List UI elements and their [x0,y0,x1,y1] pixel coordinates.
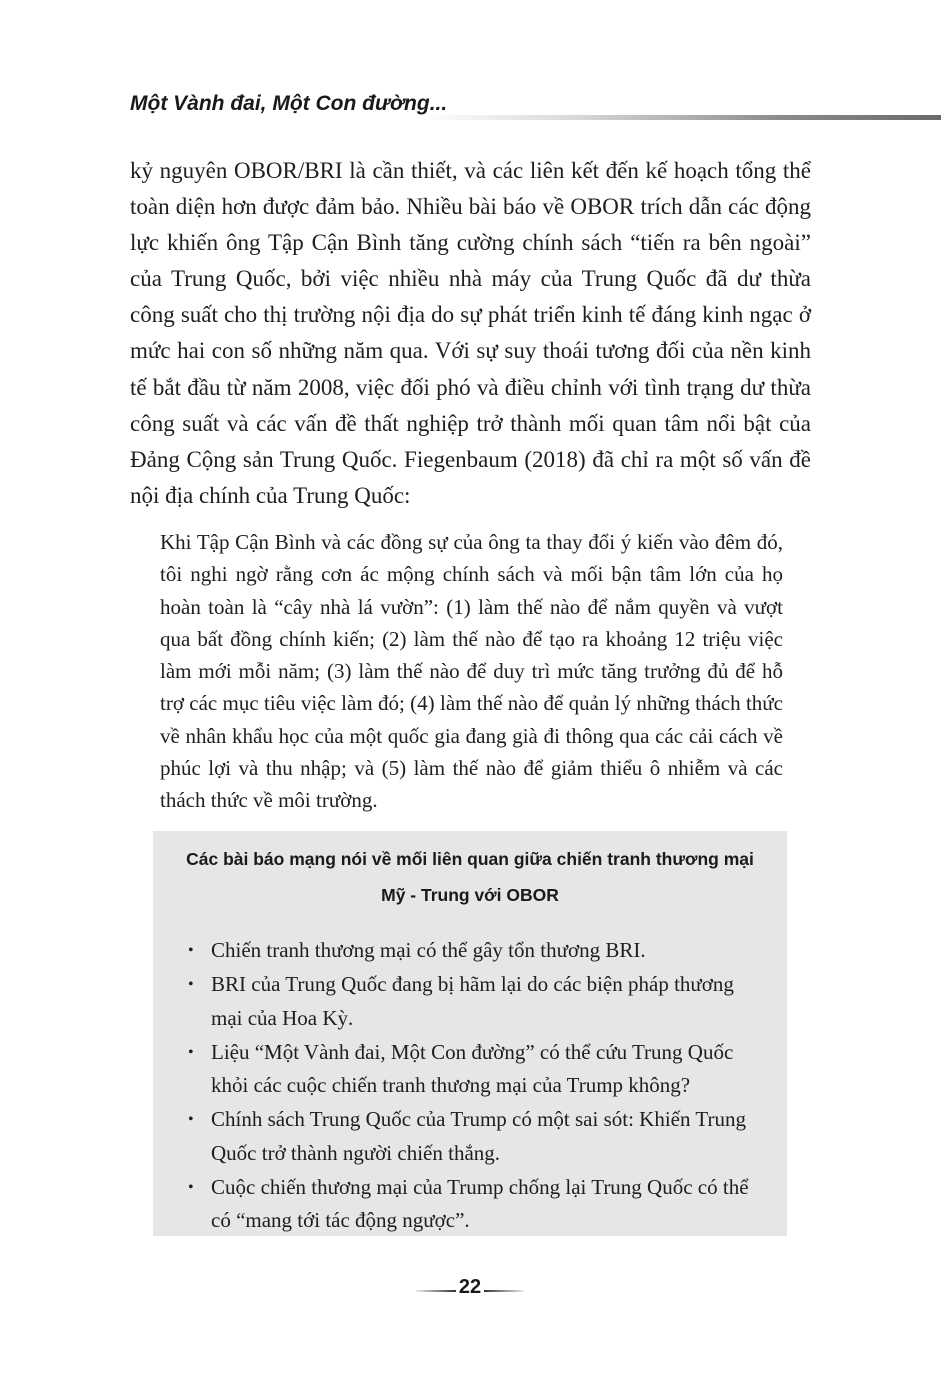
box-title [173,841,767,913]
body-paragraph: kỷ nguyên OBOR/BRI là cần thiết, và các liên kết đến kế hoạch tổng thể toàn diện hơn được đảm bảo. Nhiều bài báo về OBOR trích dẫn các động lực khiến ông Tập Cận Bình tăng cường chính sách “tiến ra bên ngoài” của Trung Quốc, bởi việc nhiều nhà máy của Trung Quốc đã dư thừa công suất cho thị trường nội địa do sự phát triển kinh tế đáng kinh ngạc ở mức hai con số những năm qua. Với sự suy thoái tương đối của nền kinh tế bắt đầu từ năm 2008, việc đối phó và điều chỉnh với tình trạng dư thừa công suất và các vấn đề thất nghiệp trở thành mối quan tâm nổi bật của Đảng Cộng sản Trung Quốc. Fiegenbaum (2018) đã chỉ ra một số vấn đề nội địa chính của Trung Quốc: [130,158,811,508]
list-item-text: Liệu “Một Vành đai, Một Con đường” có thể cứu Trung Quốc khỏi các cuộc chiến tranh thương mại của Trump không? [211,1039,734,1097]
list-item [183,968,763,1035]
list-item [183,1036,763,1103]
list-item [183,1171,763,1238]
list-item-text: Chiến tranh thương mại có thể gây tổn thương BRI. [211,938,646,962]
list-item [183,1103,763,1170]
list-item-text: BRI của Trung Quốc đang bị hãm lại do các biện pháp thương mại của Hoa Kỳ. [211,972,734,1030]
list-item-text: Chính sách Trung Quốc của Trump có một sai sót: Khiến Trung Quốc trở thành người chiến thắng. [211,1107,746,1165]
bullet-icon: • [188,976,194,993]
box-bullet-list [183,934,763,1238]
list-item [183,934,763,968]
box-title-line-2: Mỹ - Trung với OBOR [381,885,559,905]
block-quote: Khi Tập Cận Bình và các đồng sự của ông ta thay đổi ý kiến vào đêm đó, tôi nghi ngờ rằng cơn ác mộng chính sách và mối bận tâm lớn của họ hoàn toàn là “cây nhà lá vườn”: (1) làm thế nào để nắm quyền và vượt qua bất đồng chính kiến; (2) làm thế nào để tạo ra khoảng 12 triệu việc làm mới mỗi năm; (3) làm thế nào để duy trì mức tăng trưởng đủ để hỗ trợ các mục tiêu việc làm đó; (4) làm thế nào để quản lý những thách thức về nhân khẩu học của một quốc gia đang già đi thông qua các cải cách về phúc lợi và thu nhập; và (5) làm thế nào để giảm thiểu ô nhiễm và các thách thức về môi trường. [160,530,783,813]
running-header [0,86,941,126]
bullet-icon: • [188,1178,194,1196]
header-rule [420,115,941,120]
page-footer [0,1276,941,1306]
bullet-icon: • [188,942,194,959]
box-title-line-1: Các bài báo mạng nói về mối liên quan giữa chiến tranh thương mại [186,849,754,869]
page-number: 22 [458,1276,482,1298]
footer-rule-right [484,1290,524,1292]
bullet-icon: • [188,1111,194,1128]
running-header-title: Một Vành đai, Một Con đường... [130,92,448,115]
sidebar-box [153,831,787,1236]
bullet-icon: • [188,1043,194,1061]
list-item-text: Cuộc chiến thương mại của Trump chống lại Trung Quốc có thể có “mang tới tác động ngược”. [211,1174,749,1232]
